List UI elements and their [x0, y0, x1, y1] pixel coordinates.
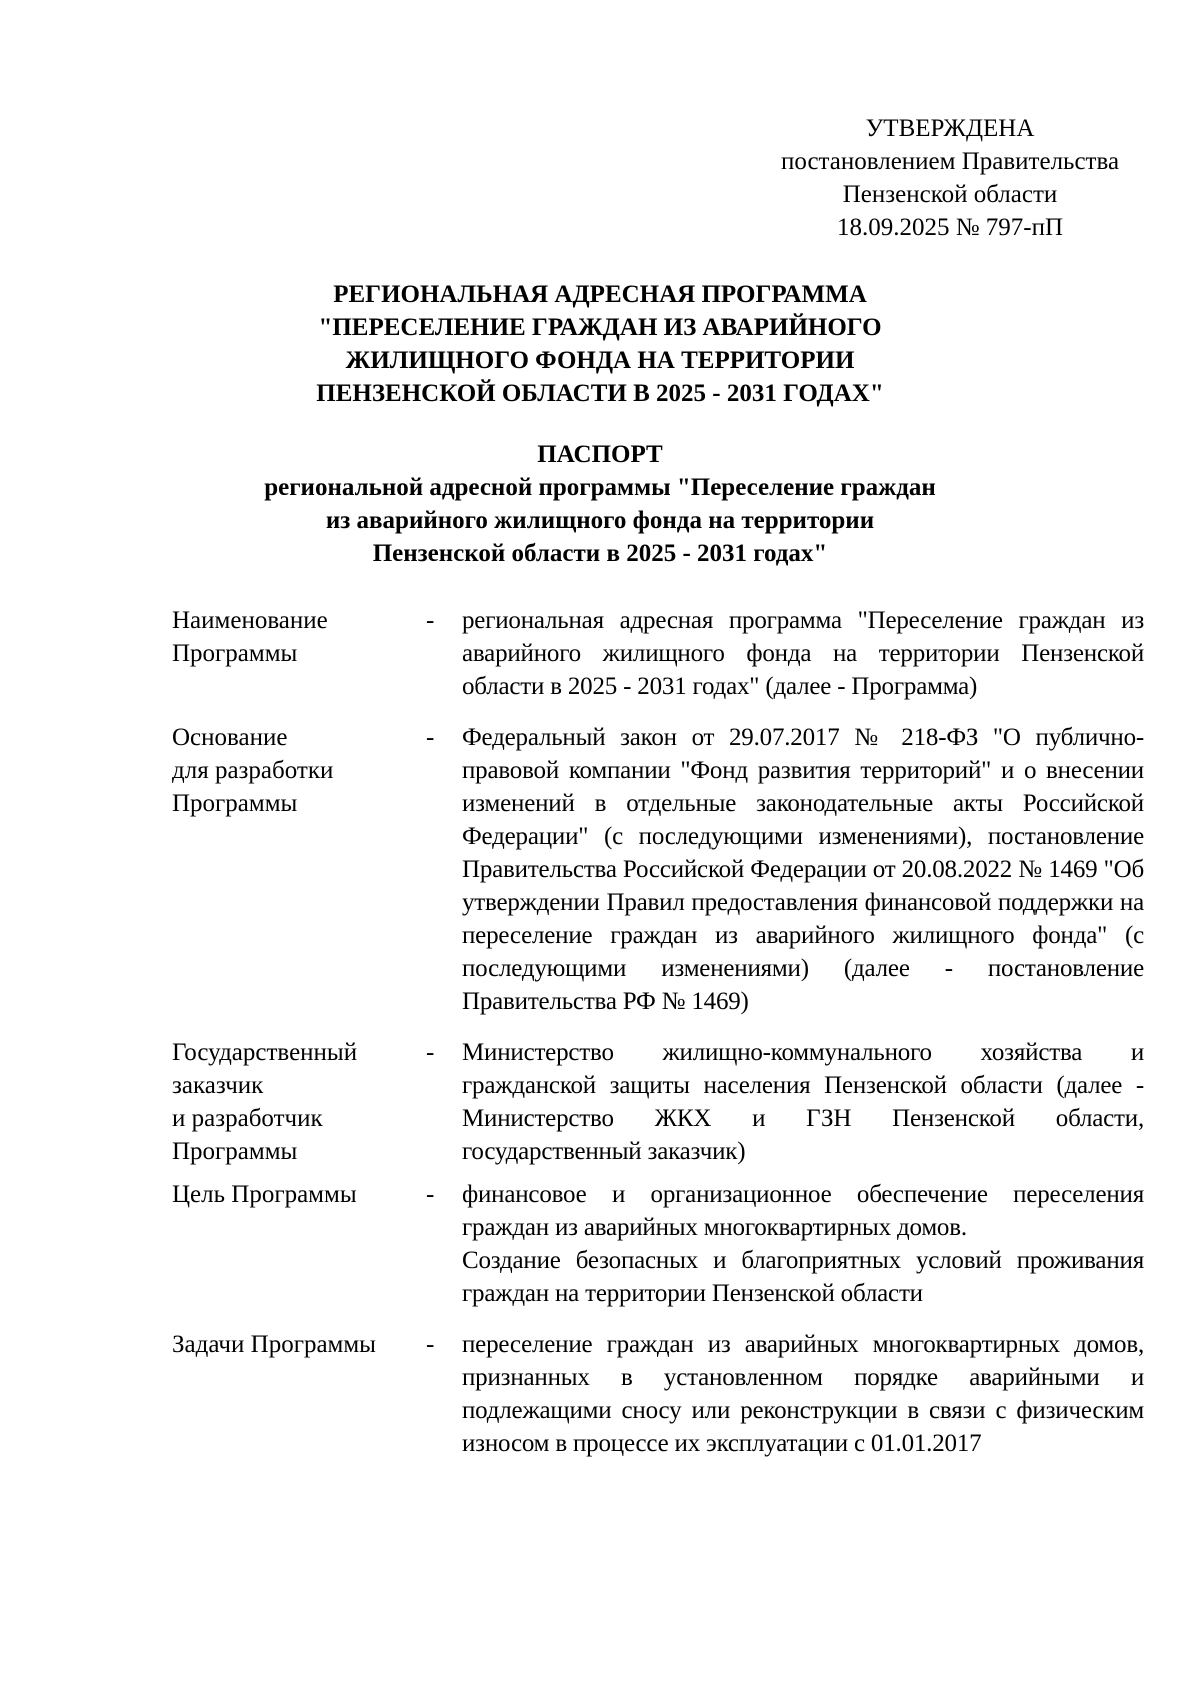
approval-stamp — [740, 112, 1160, 244]
row-value-paragraph: переселение граждан из аварийных многоквартирных домов, признанных в установленном порядке аварийными и подлежащими сносу или реконструкции в связи с физическим износом в процессе их эксплуатации с 01.01.2017 — [462, 1331, 1144, 1457]
row-dash: - — [426, 1039, 435, 1066]
row-dash: - — [426, 607, 435, 634]
program-title — [100, 278, 1100, 410]
approval-line: УТВЕРЖДЕНА — [865, 115, 1035, 142]
row-label-line: для разработки — [172, 757, 334, 784]
row-label-line: Наименование — [172, 607, 328, 634]
row-label-line: Программы — [172, 640, 298, 667]
passport-table — [172, 604, 1144, 1460]
passport-title: ПАСПОРТ — [537, 441, 663, 468]
row-value-paragraph: региональная адресная программа "Переселение граждан из аварийного жилищного фонда на территории Пензенской области в 2025 - 2031 годах" (далее - Программа) — [462, 607, 1144, 700]
program-title-line: "ПЕРЕСЕЛЕНИЕ ГРАЖДАН ИЗ АВАРИЙНОГО — [318, 314, 882, 341]
row-label-line: Цель Программы — [172, 1181, 357, 1208]
approval-line: постановлением Правительства — [780, 148, 1120, 175]
row-dash: - — [426, 724, 435, 751]
approval-line: Пензенской области — [842, 181, 1058, 208]
passport-row-basis — [172, 721, 1144, 1018]
row-value — [462, 1178, 1144, 1310]
row-label — [172, 604, 422, 670]
program-title-line: ПЕНЗЕНСКОЙ ОБЛАСТИ В 2025 - 2031 ГОДАХ" — [316, 380, 884, 407]
passport-subtitle-line: региональной адресной программы "Переселение граждан — [264, 474, 936, 501]
row-label-line: Программы — [172, 790, 298, 817]
passport-row-tasks — [172, 1328, 1144, 1460]
passport-subtitle-line: из аварийного жилищного фонда на территории — [325, 507, 875, 534]
row-label — [172, 1328, 422, 1361]
program-title-line: ЖИЛИЩНОГО ФОНДА НА ТЕРРИТОРИИ — [345, 347, 855, 374]
row-dash: - — [426, 1181, 435, 1208]
row-label-line: Основание — [172, 724, 288, 751]
row-label — [172, 721, 422, 820]
row-label-line: и разработчик — [172, 1105, 323, 1132]
row-label-line: Государственный — [172, 1039, 358, 1066]
passport-row-customer — [172, 1036, 1144, 1168]
row-value — [462, 1328, 1144, 1460]
row-value-paragraph: Федеральный закон от 29.07.2017 № 218-ФЗ "О публично-правовой компании "Фонд развития территорий" и о внесении изменений в отдельные законодательные акты Российской Федерации" (с последующими изменениями), постановление Правительства Российской Федерации от 20.08.2022 № 1469 "Об утверждении Правил предоставления финансовой поддержки на переселение граждан из аварийного жилищного фонда" (с последующими изменениями) (далее - постановление Правительства РФ № 1469) — [462, 724, 1144, 1015]
row-label — [172, 1178, 422, 1211]
row-label-line: заказчик — [172, 1072, 264, 1099]
passport-heading — [100, 438, 1100, 570]
row-label-line: Программы — [172, 1138, 298, 1165]
row-label-line: Задачи Программы — [172, 1331, 376, 1358]
row-label — [172, 1036, 422, 1168]
row-value-paragraph: Создание безопасных и благоприятных условий проживания граждан на территории Пензенской области — [462, 1247, 1144, 1307]
row-dash: - — [426, 1331, 435, 1358]
row-value — [462, 721, 1144, 1018]
row-value — [462, 604, 1144, 703]
passport-subtitle-line: Пензенской области в 2025 - 2031 годах" — [372, 540, 828, 567]
passport-row-goal — [172, 1178, 1144, 1310]
row-value-paragraph: финансовое и организационное обеспечение переселения граждан из аварийных многоквартирных домов. — [462, 1181, 1144, 1241]
approval-date-number: 18.09.2025 № 797-пП — [836, 214, 1064, 241]
program-title-line: РЕГИОНАЛЬНАЯ АДРЕСНАЯ ПРОГРАММА — [333, 281, 867, 308]
passport-row-name — [172, 604, 1144, 703]
row-value — [462, 1036, 1144, 1168]
row-value-paragraph: Министерство жилищно-коммунального хозяйства и гражданской защиты населения Пензенской области (далее - Министерство ЖКХ и ГЗН Пензенской области, государственный заказчик) — [462, 1039, 1144, 1165]
